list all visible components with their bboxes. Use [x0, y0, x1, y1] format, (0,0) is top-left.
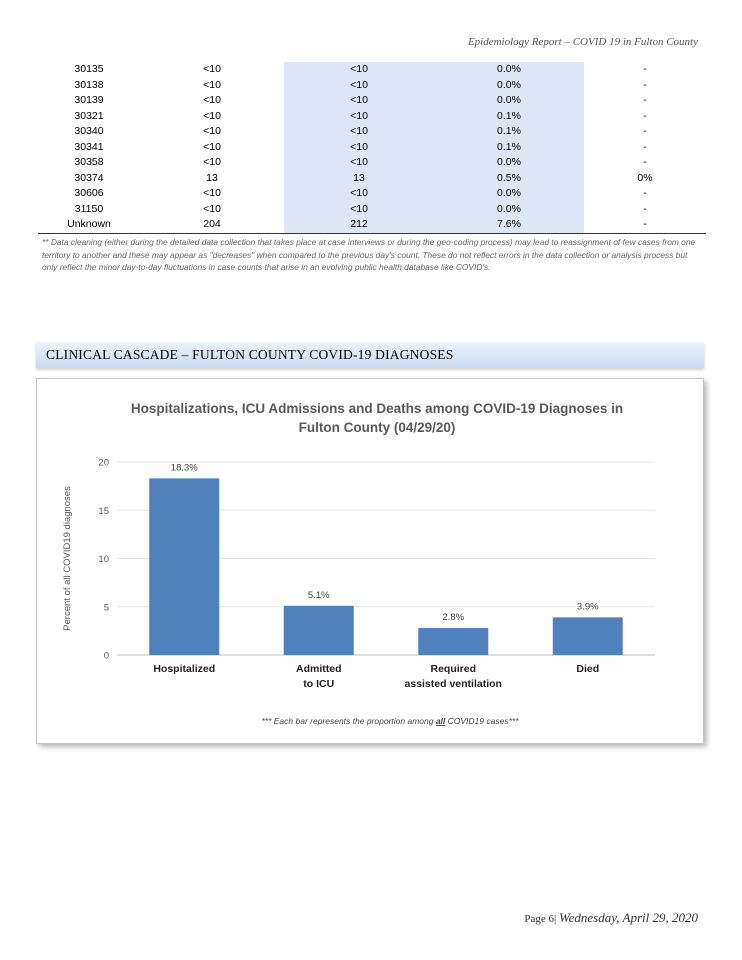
table-cell: <10	[203, 140, 221, 153]
table-cell: 0.1%	[434, 140, 584, 156]
table-cell: -	[643, 78, 647, 91]
table-cell: 30321	[74, 109, 104, 122]
table-cell: <10	[284, 155, 434, 171]
table-cell: 0.1%	[434, 109, 584, 125]
table-cell: <10	[203, 125, 221, 137]
table-cell: 0.0%	[434, 93, 584, 109]
y-tick-label: 20	[98, 457, 109, 469]
running-header: Epidemiology Report – COVID 19 in Fulton County	[467, 36, 698, 48]
table-cell: 0.0%	[434, 78, 584, 94]
table-row	[38, 155, 706, 171]
table-cell: -	[643, 156, 647, 168]
table-cell: -	[643, 202, 647, 215]
category-label: Required	[430, 663, 477, 675]
table-row	[38, 186, 706, 202]
table-cell: -	[643, 140, 647, 153]
table-row	[38, 93, 706, 109]
table-cell: 0.0%	[434, 186, 584, 202]
category-label: Died	[576, 663, 600, 675]
table-cell: 30374	[74, 171, 104, 184]
section-header-clinical-cascade	[36, 342, 704, 368]
table-cell: 7.6%	[434, 217, 584, 233]
table-cell: <10	[284, 93, 434, 109]
table-cell: <10	[284, 202, 434, 218]
table-cell: 0.0%	[434, 62, 584, 78]
table-cell: -	[643, 218, 647, 230]
category-label: Hospitalized	[153, 663, 216, 675]
chart-footnote-emphasis: all	[435, 716, 446, 726]
table-cell: <10	[203, 156, 221, 168]
table-cell: 30139	[74, 94, 104, 106]
bar-chart-canvas	[37, 379, 703, 743]
table-row	[38, 62, 706, 78]
table-cell: <10	[284, 62, 434, 78]
table-cell: <10	[284, 78, 434, 94]
category-label: Admitted	[296, 663, 342, 675]
table-cell: <10	[203, 109, 221, 122]
data-cleaning-footnote: ** Data cleaning (either during the detailed data collection that takes place at case interviews or during the geo-coding process) may lead to reassignment of few cases from one territory to another and these may appear as "decreases" when compared to the previous day's count. These do not reflect errors in the data collection or analysis process but only reflect the minor day-to-day fluctuations in case counts that arise in an evolving public health database like COVID's.	[42, 237, 696, 272]
y-tick-label: 5	[103, 602, 109, 614]
table-cell: -	[643, 63, 647, 75]
table-cell: 212	[284, 217, 434, 233]
data-label: 3.9%	[576, 601, 599, 613]
chart-footnote	[261, 716, 519, 726]
table-cell: 0.0%	[434, 155, 584, 171]
data-label: 18.3%	[170, 462, 198, 474]
table-bottom-rule	[38, 233, 706, 234]
table-cell: <10	[203, 94, 221, 106]
category-label: to ICU	[303, 678, 335, 690]
table-cell: -	[643, 109, 647, 122]
table-cell: 0%	[637, 171, 653, 184]
y-axis-label: Percent of all COVID19 diagnoses	[62, 486, 73, 631]
table-row	[38, 171, 706, 187]
table-cell: -	[643, 125, 647, 137]
table-cell: <10	[203, 187, 221, 199]
table-cell: <10	[203, 202, 221, 215]
table-cell: 31150	[74, 202, 104, 215]
bar-2	[418, 628, 488, 655]
table-cell: <10	[203, 63, 221, 75]
table-cell: <10	[284, 109, 434, 125]
bar-3	[553, 617, 623, 655]
category-label: assisted ventilation	[404, 678, 502, 690]
report-date: Wednesday, April 29, 2020	[558, 910, 698, 925]
chart-footnote-part: COVID19 cases***	[445, 716, 519, 726]
table-cell: -	[643, 94, 647, 106]
table-cell: 204	[203, 218, 221, 230]
chart-title: Hospitalizations, ICU Admissions and Deaths among COVID-19 Diagnoses in Fulton County (04/29/20)	[130, 401, 624, 435]
table-cell: 30138	[74, 78, 104, 91]
bar-1	[284, 606, 354, 655]
y-tick-label: 15	[98, 505, 109, 517]
chart-footnote-part: *** Each bar represents the proportion among	[261, 716, 436, 726]
table-cell: -	[643, 187, 647, 199]
table-row	[38, 217, 706, 233]
table-cell: 13	[284, 171, 434, 187]
table-cell: 0.0%	[434, 202, 584, 218]
table-row	[38, 202, 706, 218]
data-label: 5.1%	[307, 589, 330, 601]
table-cell: 30358	[74, 156, 104, 168]
table-cell: 30135	[74, 63, 104, 75]
table-cell: <10	[284, 186, 434, 202]
table-row	[38, 140, 706, 156]
table-cell: 13	[206, 171, 218, 184]
y-tick-label: 0	[103, 650, 109, 662]
y-tick-label: 10	[98, 554, 109, 565]
table-cell: 0.5%	[434, 171, 584, 187]
bar-0	[149, 478, 219, 655]
table-row	[38, 124, 706, 140]
table-cell: 30341	[74, 140, 104, 153]
table-cell: <10	[284, 124, 434, 140]
table-row	[38, 78, 706, 94]
data-label: 2.8%	[442, 611, 465, 623]
clinical-cascade-chart	[36, 378, 704, 744]
section-title: CLINICAL CASCADE – FULTON COUNTY COVID-19 DIAGNOSES	[46, 347, 454, 362]
table-cell: 30340	[74, 125, 104, 137]
page-footer	[524, 910, 698, 926]
table-cell: <10	[284, 140, 434, 156]
page-number: Page 6|	[524, 913, 557, 925]
table-cell: Unknown	[67, 218, 111, 230]
zip-code-table	[38, 62, 706, 233]
table-row	[38, 109, 706, 125]
table-cell: <10	[203, 78, 221, 91]
table-cell: 0.1%	[434, 124, 584, 140]
table-cell: 30606	[74, 187, 104, 199]
